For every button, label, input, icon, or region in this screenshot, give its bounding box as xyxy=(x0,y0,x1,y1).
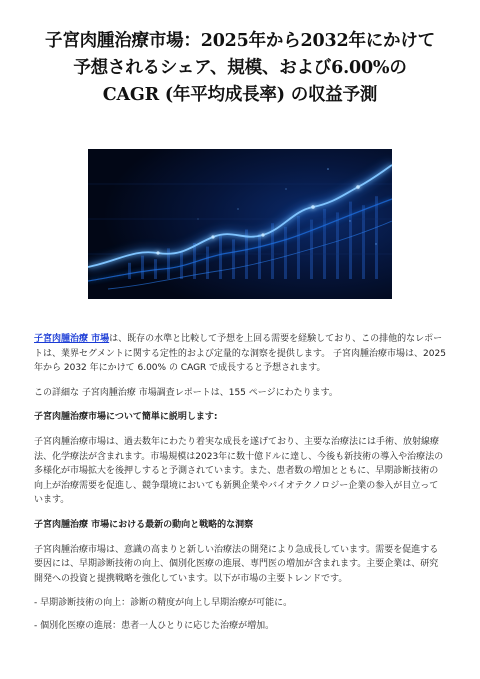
document-title xyxy=(34,28,446,109)
document-body xyxy=(34,332,446,634)
title-line-3: CAGR (年平均成長率) の収益予測 xyxy=(102,85,378,105)
title-line-2: 予想されるシェア、規模、および6.00%の xyxy=(73,58,407,78)
background-bar xyxy=(297,216,300,279)
market-link[interactable]: 子宮肉腫治療 市場 xyxy=(34,334,110,344)
intro-text: は、既存の水準と比較して予想を上回る需要を経験しており、この排他的なレポートは、業界セグメントに関する定性的および定量的な洞察を提供します。 子宮肉腫治療市場は、2025 年から 2032 年にかけて 6.00% の CAGR で成長すると予想されます。 xyxy=(34,334,446,374)
background-bar xyxy=(258,234,261,279)
glowing-line-graphic xyxy=(88,149,392,299)
section2-paragraph: 子宮肉腫治療市場は、意識の高まりと新しい治療法の開発により急成長しています。需要を促進する要因には、早期診断技術の向上、個別化医療の進展、専門医の増加が含まれます。主要企業は、研究開発への投資と提携戦略を強化しています。以下が市場の主要トレンドです。 xyxy=(34,544,439,584)
pages-note: この詳細な 子宮肉腫治療 市場調査レポートは、155 ページにわたります。 xyxy=(34,387,338,398)
background-bar xyxy=(349,202,352,279)
background-bar xyxy=(232,239,235,279)
background-bar xyxy=(206,247,209,279)
section2-heading: 子宮肉腫治療 市場における最新の動向と戦略的な洞察 xyxy=(34,519,254,530)
background-bar xyxy=(336,212,339,279)
background-bar xyxy=(284,227,287,279)
trend-bullet-2: - 個別化医療の進展：患者一人ひとりに応じた治療が増加。 xyxy=(34,620,275,631)
section1-heading: 子宮肉腫治療市場について簡単に説明します: xyxy=(34,412,218,423)
background-bar xyxy=(128,263,131,279)
background-bar xyxy=(362,205,365,279)
trend-bullet-1: - 早期診断技術の向上：診断の精度が向上し早期治療が可能に。 xyxy=(34,598,293,609)
background-bar xyxy=(219,236,222,279)
background-bar xyxy=(323,209,326,279)
title-line-1: 子宮肉腫治療市場：2025年から2032年にかけて xyxy=(45,31,435,51)
background-bar xyxy=(141,256,144,279)
hero-image-growth-chart xyxy=(88,149,392,299)
section1-paragraph: 子宮肉腫治療市場は、過去数年にわたり着実な成長を遂げており、主要な治療法には手術、放射線療法、化学療法が含まれます。市場規模は2023年に数十億ドルに達し、今後も新技術の導入や治療法の多様化が市場拡大を後押しすると予測されています。また、患者数の増加とともに、早期診断技術の向上が治療需要を促進し、競争環境においても新興企業やバイオテクノロジー企業の参入が目立っています。 xyxy=(34,436,444,506)
intro-paragraph xyxy=(34,332,446,376)
background-bar xyxy=(375,196,378,279)
